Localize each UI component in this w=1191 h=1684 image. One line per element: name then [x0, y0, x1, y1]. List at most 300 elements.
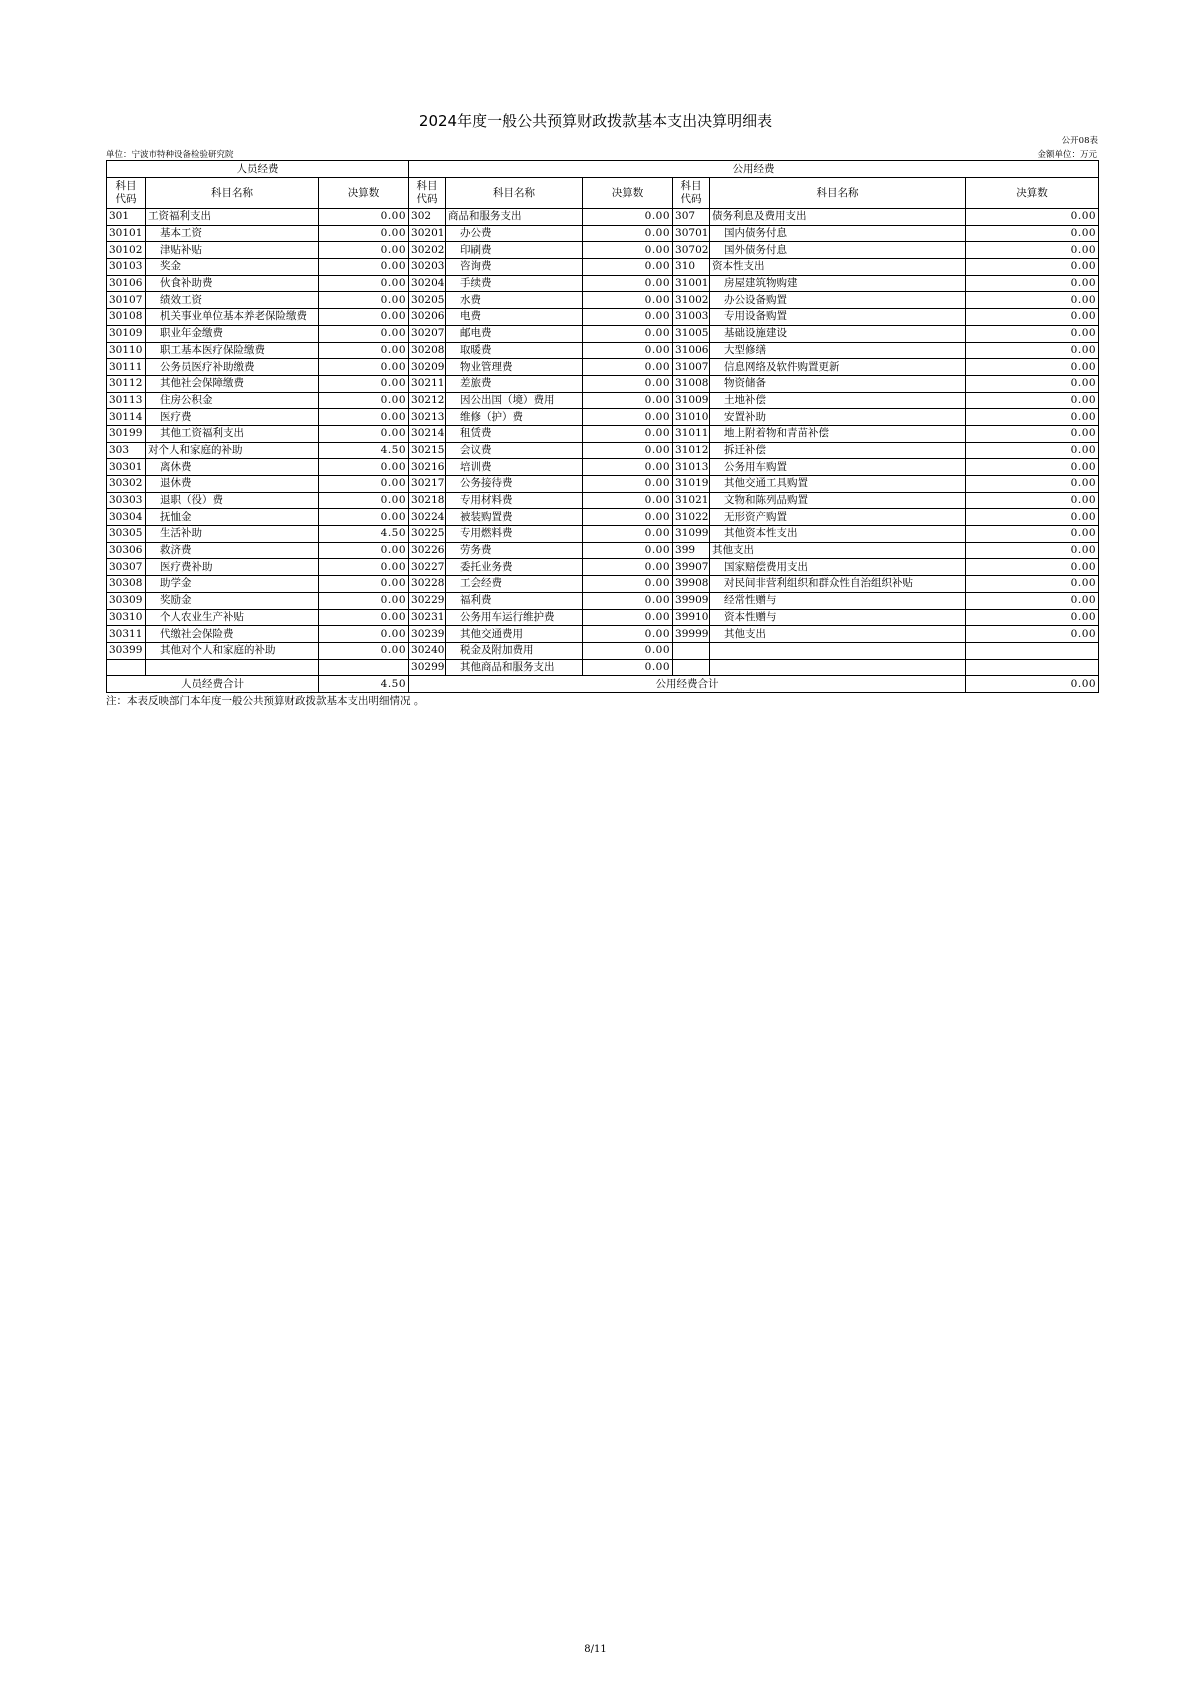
header-amount: 决算数	[966, 178, 1099, 209]
amount-cell: 0.00	[583, 609, 673, 626]
code-cell: 30240	[409, 642, 446, 659]
name-cell: 其他支出	[710, 542, 966, 559]
header-code	[409, 178, 446, 209]
table-row	[107, 325, 1099, 342]
name-cell: 物业管理费	[446, 359, 583, 376]
code-cell: 30228	[409, 576, 446, 593]
name-cell: 职业年金缴费	[146, 325, 319, 342]
name-cell: 职工基本医疗保险缴费	[146, 342, 319, 359]
code-cell: 30106	[107, 275, 146, 292]
name-cell: 公务接待费	[446, 476, 583, 493]
amount-cell: 4.50	[319, 442, 409, 459]
code-cell: 30229	[409, 592, 446, 609]
table-row	[107, 459, 1099, 476]
name-cell: 劳务费	[446, 542, 583, 559]
amount-cell: 0.00	[966, 576, 1099, 593]
name-cell: 工资福利支出	[146, 209, 319, 226]
table-row	[107, 275, 1099, 292]
code-cell: 31001	[673, 275, 710, 292]
amount-cell: 0.00	[966, 325, 1099, 342]
amount-cell: 0.00	[966, 509, 1099, 526]
code-cell: 39999	[673, 626, 710, 643]
code-cell: 30308	[107, 576, 146, 593]
code-cell: 30112	[107, 375, 146, 392]
code-cell: 30199	[107, 425, 146, 442]
amount-cell: 0.00	[319, 225, 409, 242]
amount-cell: 0.00	[583, 325, 673, 342]
code-cell: 30216	[409, 459, 446, 476]
name-cell: 租赁费	[446, 425, 583, 442]
code-cell: 302	[409, 209, 446, 226]
name-cell: 手续费	[446, 275, 583, 292]
name-cell: 其他资本性支出	[710, 526, 966, 543]
code-cell: 30107	[107, 292, 146, 309]
amount-cell: 0.00	[966, 442, 1099, 459]
code-cell: 30113	[107, 392, 146, 409]
table-row	[107, 526, 1099, 543]
name-cell: 对个人和家庭的补助	[146, 442, 319, 459]
amount-cell: 0.00	[319, 259, 409, 276]
table-row	[107, 509, 1099, 526]
name-cell: 助学金	[146, 576, 319, 593]
code-cell: 30203	[409, 259, 446, 276]
public-total-value: 0.00	[966, 676, 1099, 693]
name-cell: 国内债务付息	[710, 225, 966, 242]
amount-cell: 0.00	[966, 259, 1099, 276]
code-cell: 30299	[409, 659, 446, 676]
table-row	[107, 225, 1099, 242]
amount-cell: 0.00	[583, 209, 673, 226]
code-cell: 31010	[673, 409, 710, 426]
amount-cell: 0.00	[583, 409, 673, 426]
table-row	[107, 642, 1099, 659]
amount-cell: 0.00	[583, 425, 673, 442]
amount-cell: 0.00	[583, 509, 673, 526]
code-cell: 31003	[673, 309, 710, 326]
code-cell: 31008	[673, 375, 710, 392]
amount-cell: 0.00	[583, 626, 673, 643]
table-row	[107, 342, 1099, 359]
code-cell: 31005	[673, 325, 710, 342]
table-row	[107, 626, 1099, 643]
code-cell: 30307	[107, 559, 146, 576]
amount-cell: 0.00	[319, 642, 409, 659]
amount-cell: 0.00	[583, 559, 673, 576]
name-cell: 救济费	[146, 542, 319, 559]
code-cell: 30226	[409, 542, 446, 559]
amount-cell: 0.00	[319, 242, 409, 259]
code-cell: 30201	[409, 225, 446, 242]
code-cell: 30114	[107, 409, 146, 426]
code-cell: 30102	[107, 242, 146, 259]
code-cell: 30101	[107, 225, 146, 242]
name-cell: 其他工资福利支出	[146, 425, 319, 442]
name-cell: 资本性支出	[710, 259, 966, 276]
header-name: 科目名称	[446, 178, 583, 209]
code-cell: 30212	[409, 392, 446, 409]
code-cell: 31022	[673, 509, 710, 526]
code-cell: 30205	[409, 292, 446, 309]
amount-cell	[966, 642, 1099, 659]
code-cell: 31009	[673, 392, 710, 409]
code-cell: 31007	[673, 359, 710, 376]
code-cell	[107, 659, 146, 676]
name-cell: 资本性赠与	[710, 609, 966, 626]
name-cell: 土地补偿	[710, 392, 966, 409]
code-cell: 31019	[673, 476, 710, 493]
name-cell: 办公设备购置	[710, 292, 966, 309]
amount-cell: 0.00	[583, 526, 673, 543]
amount-cell: 0.00	[319, 359, 409, 376]
header-code-text: 科目代码	[416, 180, 438, 205]
amount-cell: 0.00	[583, 459, 673, 476]
name-cell: 基础设施建设	[710, 325, 966, 342]
name-cell: 福利费	[446, 592, 583, 609]
table-row	[107, 392, 1099, 409]
name-cell: 大型修缮	[710, 342, 966, 359]
name-cell: 地上附着物和青苗补偿	[710, 425, 966, 442]
name-cell: 其他对个人和家庭的补助	[146, 642, 319, 659]
amount-cell: 0.00	[583, 375, 673, 392]
amount-cell: 0.00	[966, 476, 1099, 493]
amount-cell: 0.00	[583, 292, 673, 309]
name-cell: 取暖费	[446, 342, 583, 359]
code-cell: 30111	[107, 359, 146, 376]
code-cell: 30218	[409, 492, 446, 509]
name-cell: 抚恤金	[146, 509, 319, 526]
amount-cell: 0.00	[583, 659, 673, 676]
code-cell	[673, 642, 710, 659]
code-cell: 30108	[107, 309, 146, 326]
unit-money: 金额单位：万元	[1037, 150, 1097, 160]
amount-cell: 0.00	[319, 592, 409, 609]
code-cell: 31099	[673, 526, 710, 543]
name-cell: 专用材料费	[446, 492, 583, 509]
name-cell: 拆迁补偿	[710, 442, 966, 459]
name-cell: 住房公积金	[146, 392, 319, 409]
amount-cell: 0.00	[319, 325, 409, 342]
code-cell: 30213	[409, 409, 446, 426]
code-cell: 30227	[409, 559, 446, 576]
code-cell: 39907	[673, 559, 710, 576]
table-row	[107, 492, 1099, 509]
code-cell: 30209	[409, 359, 446, 376]
amount-cell: 0.00	[319, 209, 409, 226]
code-cell: 30301	[107, 459, 146, 476]
table-row	[107, 609, 1099, 626]
code-cell	[673, 659, 710, 676]
code-cell: 30239	[409, 626, 446, 643]
code-cell: 39910	[673, 609, 710, 626]
personnel-total-label: 人员经费合计	[107, 676, 319, 693]
amount-cell: 0.00	[319, 492, 409, 509]
name-cell: 绩效工资	[146, 292, 319, 309]
table-row	[107, 259, 1099, 276]
name-cell: 其他交通费用	[446, 626, 583, 643]
name-cell: 其他商品和服务支出	[446, 659, 583, 676]
amount-cell: 0.00	[966, 425, 1099, 442]
amount-cell: 0.00	[319, 342, 409, 359]
name-cell	[146, 659, 319, 676]
amount-cell: 0.00	[583, 342, 673, 359]
table-row	[107, 375, 1099, 392]
table-row	[107, 209, 1099, 226]
name-cell: 税金及附加费用	[446, 642, 583, 659]
name-cell: 公务用车运行维护费	[446, 609, 583, 626]
amount-cell: 0.00	[319, 626, 409, 643]
name-cell: 会议费	[446, 442, 583, 459]
code-cell: 30399	[107, 642, 146, 659]
name-cell: 信息网络及软件购置更新	[710, 359, 966, 376]
code-cell: 39908	[673, 576, 710, 593]
name-cell: 其他交通工具购置	[710, 476, 966, 493]
name-cell: 因公出国（境）费用	[446, 392, 583, 409]
code-cell: 30303	[107, 492, 146, 509]
amount-cell: 0.00	[966, 459, 1099, 476]
code-cell: 30225	[409, 526, 446, 543]
name-cell: 代缴社会保险费	[146, 626, 319, 643]
amount-cell: 0.00	[583, 225, 673, 242]
amount-cell: 0.00	[319, 576, 409, 593]
table-row	[107, 309, 1099, 326]
name-cell: 商品和服务支出	[446, 209, 583, 226]
amount-cell: 0.00	[966, 409, 1099, 426]
header-code	[107, 178, 146, 209]
name-cell: 债务利息及费用支出	[710, 209, 966, 226]
name-cell: 被装购置费	[446, 509, 583, 526]
code-cell: 399	[673, 542, 710, 559]
name-cell: 公务员医疗补助缴费	[146, 359, 319, 376]
code-cell: 30208	[409, 342, 446, 359]
name-cell: 其他社会保障缴费	[146, 375, 319, 392]
code-cell: 30305	[107, 526, 146, 543]
code-cell: 30702	[673, 242, 710, 259]
amount-cell: 0.00	[966, 609, 1099, 626]
amount-cell: 0.00	[966, 392, 1099, 409]
name-cell: 办公费	[446, 225, 583, 242]
code-cell: 30206	[409, 309, 446, 326]
name-cell: 专用燃料费	[446, 526, 583, 543]
amount-cell	[319, 659, 409, 676]
header-public: 公用经费	[409, 161, 1099, 178]
table-row	[107, 425, 1099, 442]
name-cell: 伙食补助费	[146, 275, 319, 292]
amount-cell: 0.00	[583, 442, 673, 459]
amount-cell: 0.00	[583, 359, 673, 376]
code-cell: 30306	[107, 542, 146, 559]
amount-cell: 0.00	[583, 592, 673, 609]
amount-cell: 0.00	[583, 576, 673, 593]
code-cell: 31002	[673, 292, 710, 309]
table-row	[107, 359, 1099, 376]
name-cell: 医疗费	[146, 409, 319, 426]
code-cell: 31006	[673, 342, 710, 359]
table-row	[107, 659, 1099, 676]
name-cell: 工会经费	[446, 576, 583, 593]
header-name: 科目名称	[146, 178, 319, 209]
amount-cell: 0.00	[319, 459, 409, 476]
amount-cell: 0.00	[583, 242, 673, 259]
footnote: 注：本表反映部门本年度一般公共预算财政拨款基本支出明细情况 。	[106, 695, 425, 707]
code-cell: 30211	[409, 375, 446, 392]
code-cell: 30302	[107, 476, 146, 493]
page-number: 8/11	[584, 1644, 607, 1655]
amount-cell: 0.00	[966, 209, 1099, 226]
code-cell: 30217	[409, 476, 446, 493]
amount-cell: 0.00	[966, 342, 1099, 359]
name-cell: 无形资产购置	[710, 509, 966, 526]
name-cell: 基本工资	[146, 225, 319, 242]
amount-cell: 0.00	[583, 492, 673, 509]
name-cell: 电费	[446, 309, 583, 326]
table-body	[107, 209, 1099, 676]
amount-cell: 0.00	[966, 375, 1099, 392]
table-row	[107, 476, 1099, 493]
table-row	[107, 542, 1099, 559]
amount-cell: 0.00	[966, 359, 1099, 376]
code-cell: 31012	[673, 442, 710, 459]
amount-cell: 0.00	[583, 259, 673, 276]
code-cell: 30214	[409, 425, 446, 442]
amount-cell: 0.00	[319, 509, 409, 526]
name-cell: 安置补助	[710, 409, 966, 426]
name-cell: 经常性赠与	[710, 592, 966, 609]
code-cell: 30701	[673, 225, 710, 242]
name-cell: 委托业务费	[446, 559, 583, 576]
page-title: 2024年度一般公共预算财政拨款基本支出决算明细表	[418, 112, 773, 130]
amount-cell: 0.00	[319, 609, 409, 626]
header-code	[673, 178, 710, 209]
amount-cell: 0.00	[583, 392, 673, 409]
table-row	[107, 576, 1099, 593]
code-cell: 30207	[409, 325, 446, 342]
code-cell: 31013	[673, 459, 710, 476]
amount-cell: 0.00	[583, 275, 673, 292]
name-cell	[710, 659, 966, 676]
code-cell: 307	[673, 209, 710, 226]
amount-cell: 0.00	[583, 476, 673, 493]
code-cell: 30202	[409, 242, 446, 259]
code-cell: 30310	[107, 609, 146, 626]
name-cell: 医疗费补助	[146, 559, 319, 576]
name-cell: 咨询费	[446, 259, 583, 276]
amount-cell: 0.00	[966, 275, 1099, 292]
code-cell: 30224	[409, 509, 446, 526]
amount-cell: 0.00	[966, 225, 1099, 242]
personnel-total-value: 4.50	[319, 676, 409, 693]
name-cell: 专用设备购置	[710, 309, 966, 326]
name-cell: 津贴补贴	[146, 242, 319, 259]
amount-cell: 0.00	[966, 592, 1099, 609]
name-cell: 退休费	[146, 476, 319, 493]
code-cell: 30231	[409, 609, 446, 626]
amount-cell: 0.00	[319, 425, 409, 442]
amount-cell: 0.00	[583, 542, 673, 559]
name-cell: 国外债务付息	[710, 242, 966, 259]
name-cell: 奖励金	[146, 592, 319, 609]
amount-cell: 0.00	[966, 242, 1099, 259]
name-cell: 水费	[446, 292, 583, 309]
code-cell: 301	[107, 209, 146, 226]
amount-cell: 0.00	[583, 642, 673, 659]
amount-cell: 0.00	[966, 542, 1099, 559]
name-cell: 国家赔偿费用支出	[710, 559, 966, 576]
header-name: 科目名称	[710, 178, 966, 209]
header-amount: 决算数	[583, 178, 673, 209]
code-cell: 30103	[107, 259, 146, 276]
name-cell: 公务用车购置	[710, 459, 966, 476]
name-cell: 邮电费	[446, 325, 583, 342]
name-cell: 离休费	[146, 459, 319, 476]
table-row	[107, 242, 1099, 259]
header-personnel: 人员经费	[107, 161, 409, 178]
name-cell: 文物和陈列品购置	[710, 492, 966, 509]
name-cell: 物资储备	[710, 375, 966, 392]
code-cell: 30109	[107, 325, 146, 342]
name-cell: 培训费	[446, 459, 583, 476]
expenditure-table	[106, 160, 1099, 693]
name-cell: 生活补助	[146, 526, 319, 543]
header-amount: 决算数	[319, 178, 409, 209]
amount-cell: 0.00	[966, 559, 1099, 576]
code-cell: 39909	[673, 592, 710, 609]
code-cell: 30309	[107, 592, 146, 609]
header-code-text: 科目代码	[680, 180, 702, 205]
table-row	[107, 442, 1099, 459]
amount-cell: 0.00	[583, 309, 673, 326]
form-number: 公开08表	[1061, 136, 1098, 146]
name-cell: 其他支出	[710, 626, 966, 643]
code-cell: 30304	[107, 509, 146, 526]
code-cell: 31011	[673, 425, 710, 442]
code-cell: 30215	[409, 442, 446, 459]
amount-cell: 0.00	[319, 542, 409, 559]
table-row	[107, 292, 1099, 309]
name-cell: 印刷费	[446, 242, 583, 259]
name-cell: 差旅费	[446, 375, 583, 392]
name-cell: 维修（护）费	[446, 409, 583, 426]
code-cell: 30311	[107, 626, 146, 643]
code-cell: 30204	[409, 275, 446, 292]
name-cell: 个人农业生产补贴	[146, 609, 319, 626]
name-cell: 退职（役）费	[146, 492, 319, 509]
amount-cell: 0.00	[319, 375, 409, 392]
table-row	[107, 409, 1099, 426]
amount-cell: 0.00	[319, 409, 409, 426]
amount-cell: 0.00	[966, 526, 1099, 543]
amount-cell: 0.00	[319, 275, 409, 292]
amount-cell: 0.00	[319, 392, 409, 409]
amount-cell: 0.00	[966, 292, 1099, 309]
table-row	[107, 592, 1099, 609]
name-cell: 对民间非营利组织和群众性自治组织补贴	[710, 576, 966, 593]
amount-cell: 0.00	[319, 476, 409, 493]
amount-cell: 0.00	[319, 292, 409, 309]
header-code-text: 科目代码	[115, 180, 137, 205]
amount-cell: 4.50	[319, 526, 409, 543]
amount-cell: 0.00	[319, 309, 409, 326]
amount-cell	[966, 659, 1099, 676]
name-cell: 房屋建筑物购建	[710, 275, 966, 292]
amount-cell: 0.00	[966, 492, 1099, 509]
code-cell: 310	[673, 259, 710, 276]
amount-cell: 0.00	[319, 559, 409, 576]
table-row	[107, 559, 1099, 576]
name-cell: 奖金	[146, 259, 319, 276]
amount-cell: 0.00	[966, 309, 1099, 326]
public-total-label: 公用经费合计	[409, 676, 966, 693]
code-cell: 30110	[107, 342, 146, 359]
